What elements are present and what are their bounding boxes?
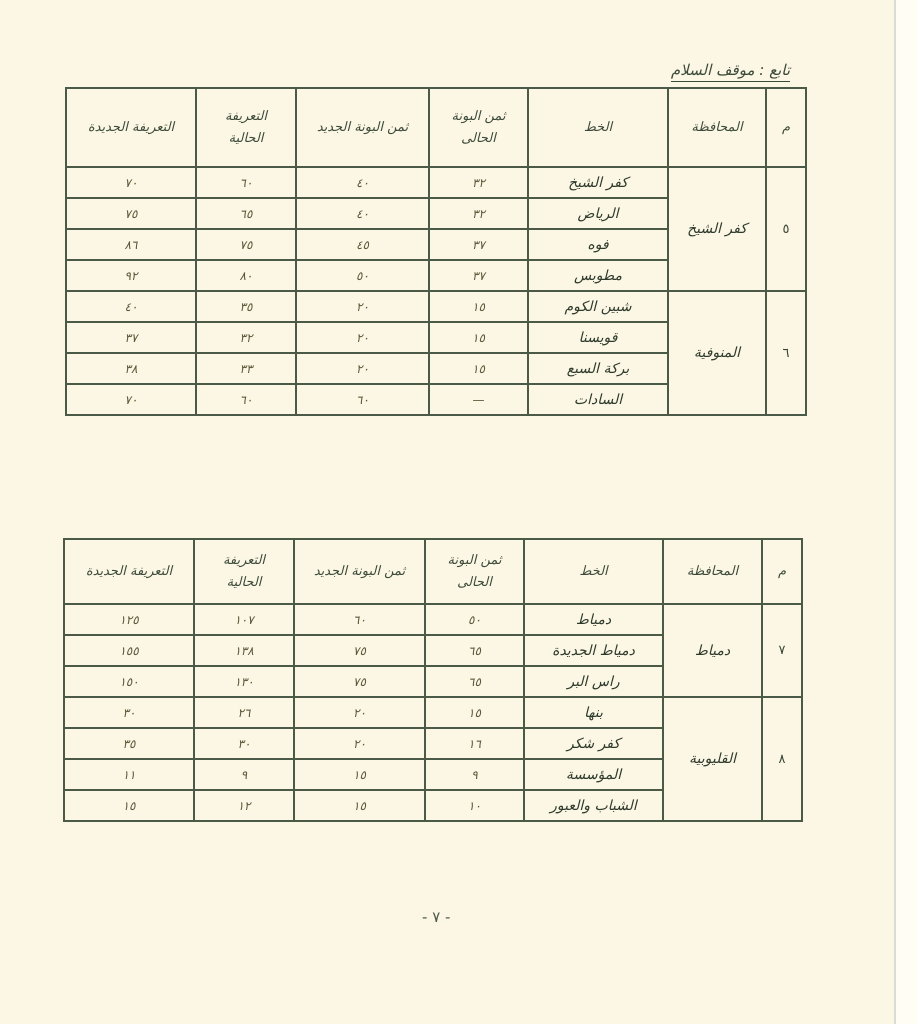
current-fare-cell: ٩ <box>194 759 294 790</box>
new-fare-cell: ١٥٥ <box>64 635 194 666</box>
page-number: - ٧ - <box>422 908 451 926</box>
line-cell: بركة السبع <box>528 353 668 384</box>
governorate-cell: كفر الشيخ <box>668 167 766 291</box>
header-new-ticket-price: ثمن البونة الجديد <box>294 539 425 604</box>
current-ticket-cell: ١٠ <box>425 790 524 821</box>
new-fare-cell: ١١ <box>64 759 194 790</box>
header-governorate: المحافظة <box>668 88 766 167</box>
new-fare-cell: ٩٢ <box>66 260 196 291</box>
new-ticket-cell: ١٥ <box>294 790 425 821</box>
line-cell: المؤسسة <box>524 759 663 790</box>
current-ticket-cell: ٣٧ <box>429 260 528 291</box>
new-ticket-cell: ٧٥ <box>294 635 425 666</box>
current-ticket-cell: ٦٥ <box>425 635 524 666</box>
header-current-ticket-price: ثمن البونة الحالى <box>425 539 524 604</box>
new-ticket-cell: ٥٠ <box>296 260 429 291</box>
new-fare-cell: ٤٠ <box>66 291 196 322</box>
current-ticket-cell: ٣٢ <box>429 167 528 198</box>
current-fare-cell: ٣٢ <box>196 322 296 353</box>
current-ticket-cell: ١٥ <box>429 353 528 384</box>
current-ticket-cell: ١٥ <box>425 697 524 728</box>
line-cell: شبين الكوم <box>528 291 668 322</box>
new-ticket-cell: ١٥ <box>294 759 425 790</box>
header-governorate: المحافظة <box>663 539 762 604</box>
table-header-row <box>64 539 802 604</box>
new-ticket-cell: ٢٠ <box>296 291 429 322</box>
table-header-row <box>66 88 806 167</box>
new-ticket-cell: ٢٠ <box>294 728 425 759</box>
new-fare-cell: ٣٨ <box>66 353 196 384</box>
row-index: ٥ <box>766 167 806 291</box>
current-fare-cell: ١٣٨ <box>194 635 294 666</box>
current-fare-cell: ٦٠ <box>196 167 296 198</box>
governorate-cell: المنوفية <box>668 291 766 415</box>
table-row <box>64 697 802 728</box>
current-ticket-cell: ٥٠ <box>425 604 524 635</box>
new-fare-cell: ٧٥ <box>66 198 196 229</box>
new-fare-cell: ٧٠ <box>66 384 196 415</box>
new-ticket-cell: ٧٥ <box>294 666 425 697</box>
line-cell: مطوبس <box>528 260 668 291</box>
header-index: م <box>762 539 802 604</box>
current-ticket-cell: ٣٧ <box>429 229 528 260</box>
current-fare-cell: ١٠٧ <box>194 604 294 635</box>
row-index: ٧ <box>762 604 802 697</box>
current-fare-cell: ٣٥ <box>196 291 296 322</box>
header-line: الخط <box>524 539 663 604</box>
line-cell: الشباب والعبور <box>524 790 663 821</box>
table-row <box>64 604 802 635</box>
line-cell: كفر الشيخ <box>528 167 668 198</box>
current-ticket-cell: — <box>429 384 528 415</box>
line-cell: الرياض <box>528 198 668 229</box>
new-fare-cell: ١٥ <box>64 790 194 821</box>
current-ticket-cell: ١٥ <box>429 291 528 322</box>
current-fare-cell: ٧٥ <box>196 229 296 260</box>
new-fare-cell: ٣٧ <box>66 322 196 353</box>
new-ticket-cell: ٢٠ <box>294 697 425 728</box>
header-current-ticket-price: ثمن البونة الحالى <box>429 88 528 167</box>
line-cell: دمياط الجديدة <box>524 635 663 666</box>
line-cell: كفر شكر <box>524 728 663 759</box>
fare-table-2 <box>63 538 803 822</box>
governorate-cell: القليوبية <box>663 697 762 821</box>
governorate-cell: دمياط <box>663 604 762 697</box>
current-fare-cell: ٦٥ <box>196 198 296 229</box>
new-fare-cell: ١٥٠ <box>64 666 194 697</box>
current-fare-cell: ٣٣ <box>196 353 296 384</box>
current-ticket-cell: ١٥ <box>429 322 528 353</box>
new-fare-cell: ٧٠ <box>66 167 196 198</box>
header-line: الخط <box>528 88 668 167</box>
current-ticket-cell: ٩ <box>425 759 524 790</box>
header-current-fare: التعريفة الحالية <box>194 539 294 604</box>
header-current-fare: التعريفة الحالية <box>196 88 296 167</box>
current-fare-cell: ٣٠ <box>194 728 294 759</box>
header-new-fare: التعريفة الجديدة <box>66 88 196 167</box>
current-ticket-cell: ٣٢ <box>429 198 528 229</box>
new-ticket-cell: ٢٠ <box>296 353 429 384</box>
current-fare-cell: ٦٠ <box>196 384 296 415</box>
table-row <box>66 291 806 322</box>
new-fare-cell: ١٢٥ <box>64 604 194 635</box>
new-fare-cell: ٨٦ <box>66 229 196 260</box>
line-cell: قويسنا <box>528 322 668 353</box>
new-ticket-cell: ٢٠ <box>296 322 429 353</box>
current-fare-cell: ٨٠ <box>196 260 296 291</box>
current-ticket-cell: ٦٥ <box>425 666 524 697</box>
new-ticket-cell: ٦٠ <box>296 384 429 415</box>
line-cell: بنها <box>524 697 663 728</box>
section-caption: تابع : موقف السلام <box>671 60 790 82</box>
current-fare-cell: ١٢ <box>194 790 294 821</box>
new-ticket-cell: ٤٠ <box>296 167 429 198</box>
header-new-ticket-price: ثمن البونة الجديد <box>296 88 429 167</box>
row-index: ٦ <box>766 291 806 415</box>
line-cell: فوه <box>528 229 668 260</box>
line-cell: راس البر <box>524 666 663 697</box>
new-ticket-cell: ٤٠ <box>296 198 429 229</box>
line-cell: السادات <box>528 384 668 415</box>
new-fare-cell: ٣٥ <box>64 728 194 759</box>
current-fare-cell: ٢٦ <box>194 697 294 728</box>
current-fare-cell: ١٣٠ <box>194 666 294 697</box>
current-ticket-cell: ١٦ <box>425 728 524 759</box>
new-ticket-cell: ٦٠ <box>294 604 425 635</box>
new-ticket-cell: ٤٥ <box>296 229 429 260</box>
row-index: ٨ <box>762 697 802 821</box>
fare-table-1 <box>65 87 807 416</box>
table-row <box>66 167 806 198</box>
header-index: م <box>766 88 806 167</box>
new-fare-cell: ٣٠ <box>64 697 194 728</box>
header-new-fare: التعريفة الجديدة <box>64 539 194 604</box>
line-cell: دمياط <box>524 604 663 635</box>
